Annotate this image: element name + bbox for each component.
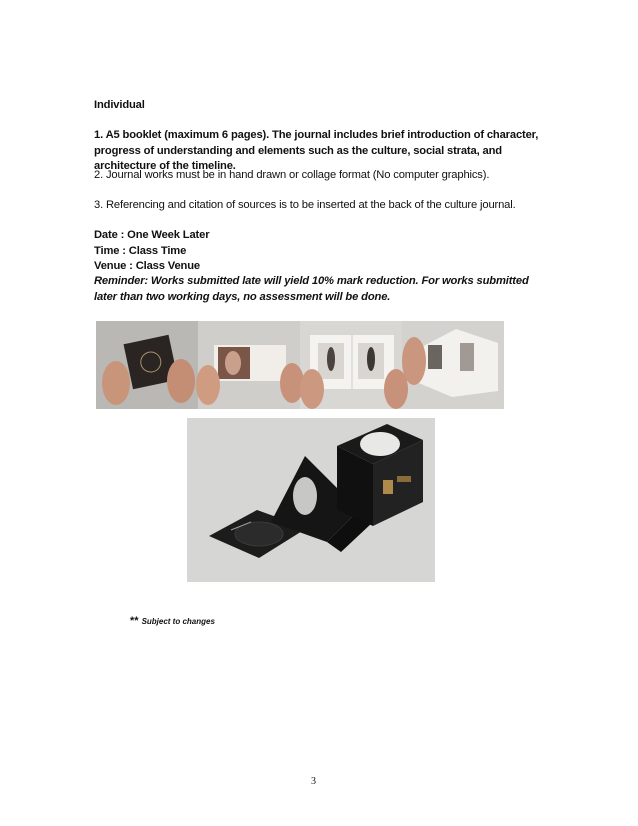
- footnote: [130, 615, 215, 627]
- footnote-text: Subject to changes: [141, 617, 215, 626]
- requirement-item-3: 3. Referencing and citation of sources is to be inserted at the back of the culture journal.: [94, 199, 516, 211]
- booklet-examples-photo: [96, 321, 504, 409]
- footnote-marker: **: [130, 615, 139, 627]
- schedule-venue: Venue : Class Venue: [94, 260, 200, 272]
- schedule-time: Time : Class Time: [94, 244, 187, 257]
- page-number: 3: [311, 776, 316, 787]
- schedule-date: Date : One Week Later: [94, 229, 210, 241]
- schedule-block: [94, 228, 544, 275]
- booklet-examples-illustration: [96, 321, 504, 409]
- requirement-item-1: 1. A5 booklet (maximum 6 pages). The journal includes brief introduction of character, progress of understanding and elements such as the culture, social strata, and architecture of the timeline.: [94, 129, 539, 172]
- requirement-item-2: 2. Journal works must be in hand drawn or collage format (No computer graphics).: [94, 169, 490, 181]
- late-submission-reminder: Reminder: Works submitted late will yield 10% mark reduction. For works submitted later than two working days, no assessment will be done.: [94, 275, 529, 303]
- black-foldout-booklet-photo: [187, 418, 435, 582]
- section-heading: Individual: [94, 99, 145, 111]
- foldout-booklet-illustration: [187, 418, 435, 582]
